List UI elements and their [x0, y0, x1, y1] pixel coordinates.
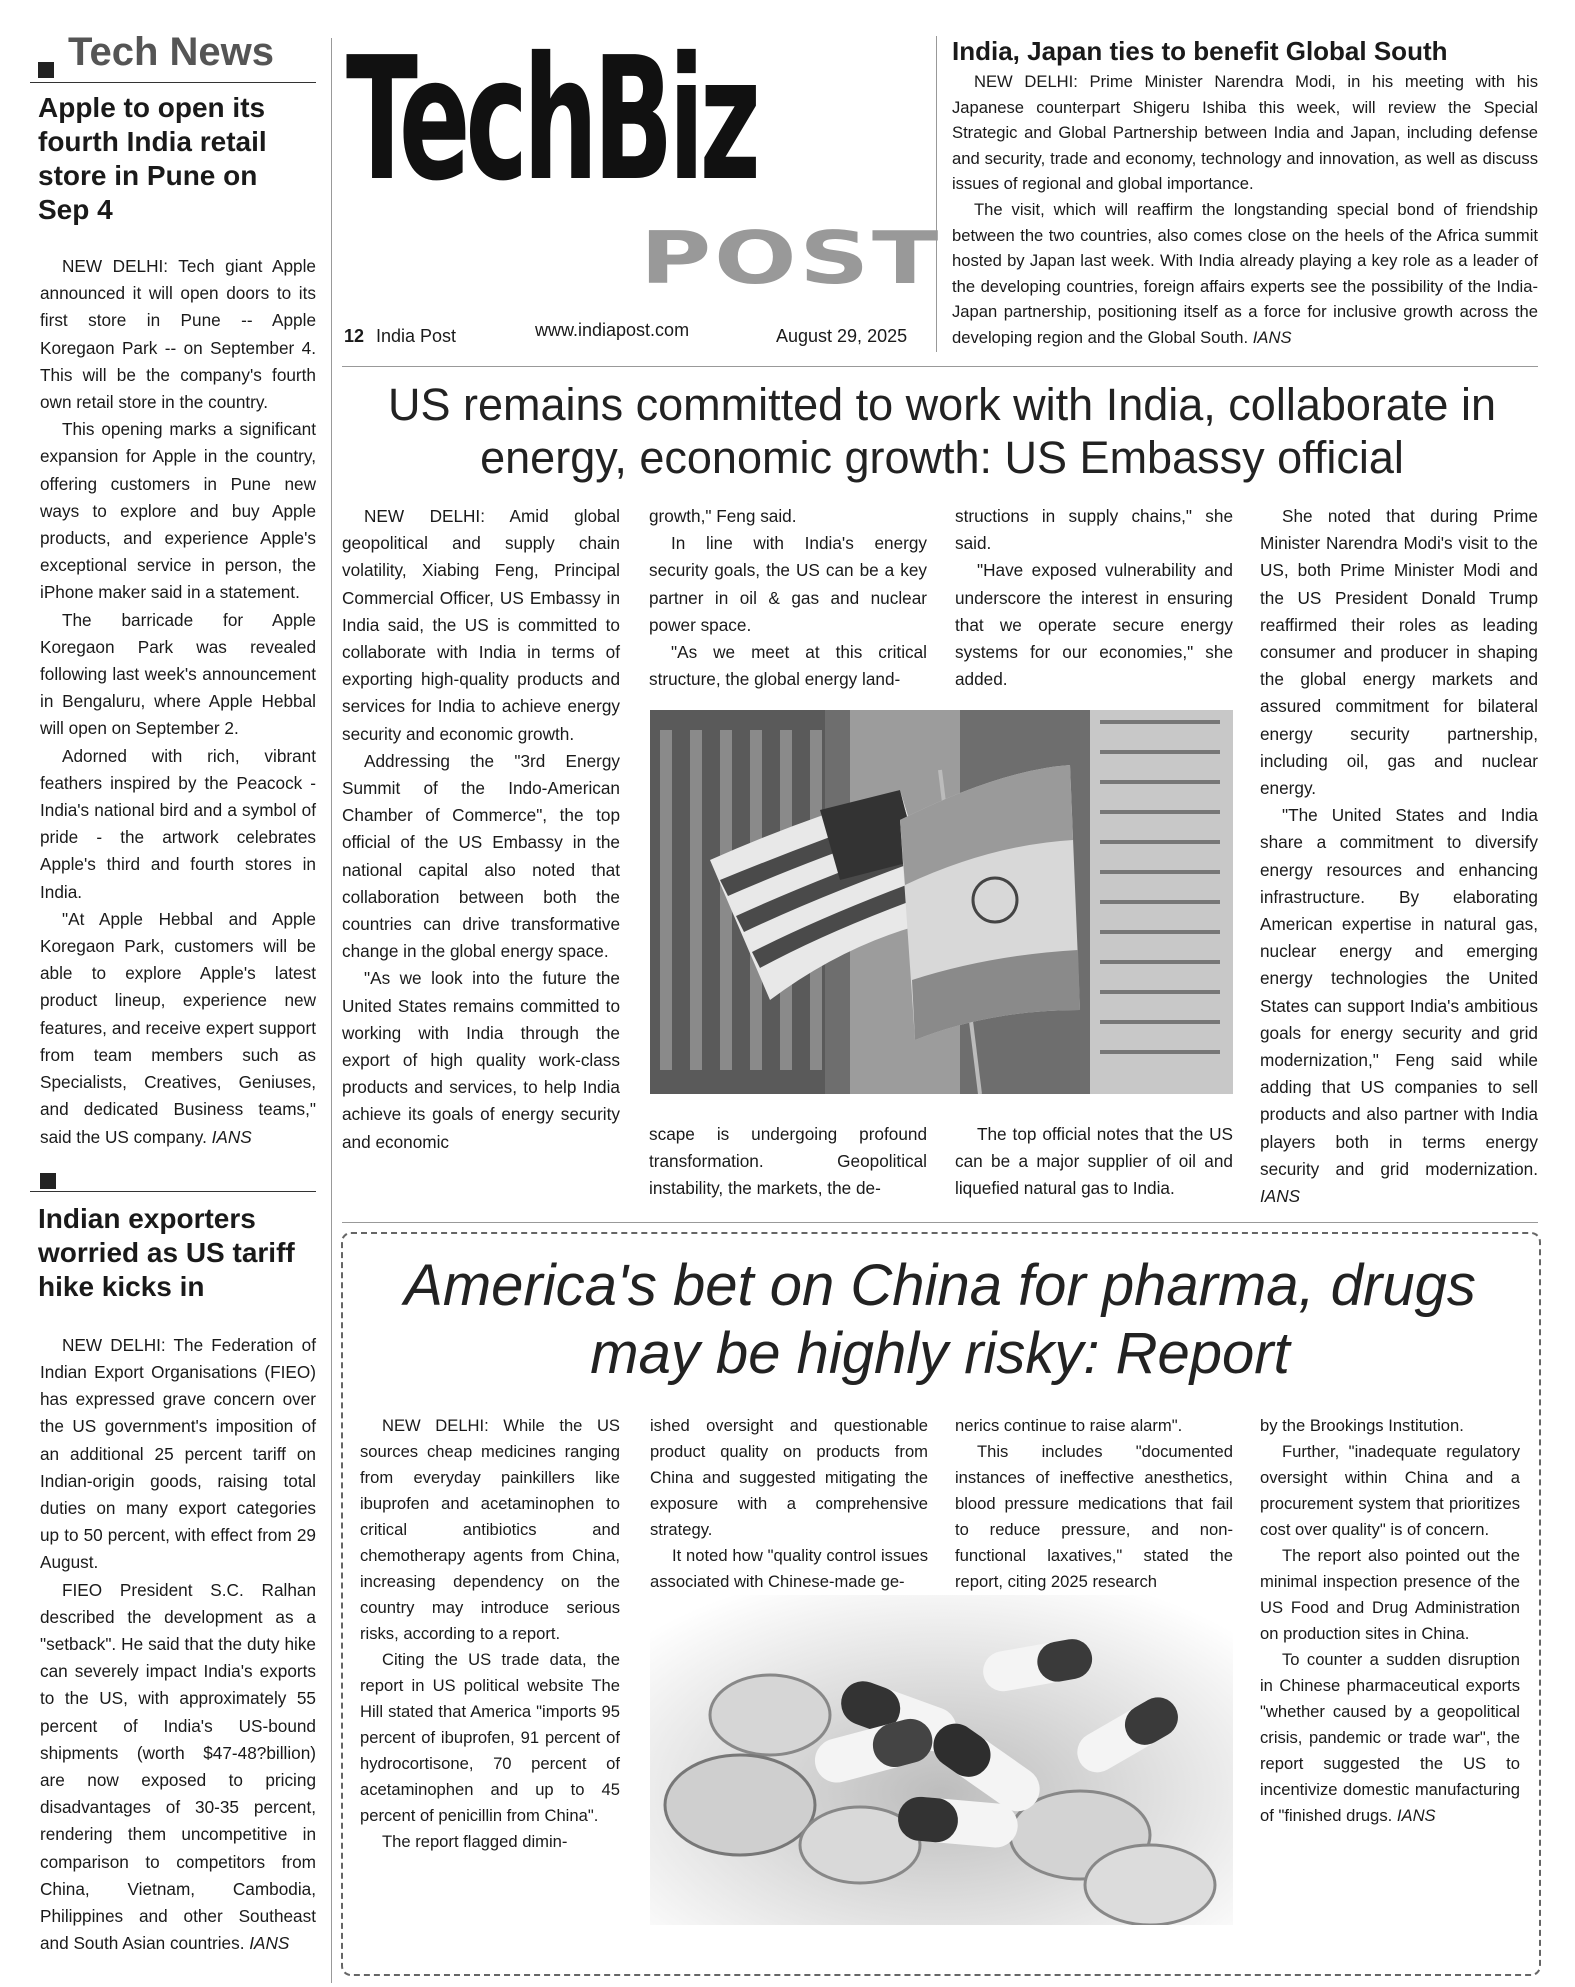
paragraph: nerics continue to raise alarm".: [955, 1416, 1183, 1435]
paragraph: "Have exposed vulnerability and underscore the interest in ensuring that we operate secure energy systems for our economies," she added.: [955, 560, 1233, 690]
section-label: Tech News: [68, 30, 274, 74]
left-column: [30, 30, 316, 1960]
pills-photo: [650, 1595, 1233, 1925]
paragraph: In line with India's energy security goals, the US can be a key partner in oil & gas and nuclear power space.: [649, 533, 927, 635]
paragraph: It noted how "quality control issues associated with Chinese-made ge-: [650, 1546, 928, 1591]
paragraph-text: "The United States and India share a commitment to diversify energy resources and enhancing infrastructure. By elaborating American expertise in natural gas, nuclear energy and emerging energy technologies the United States can support India's ambitious goals for energy security and grid modernization," Feng said while adding that US companies to sell products and also partner with India players both in terms energy security and grid modernization.: [1260, 805, 1538, 1179]
paragraph: Further, "inadequate regulatory oversight within China and a procurement system that prioritizes cost over quality" is of concern.: [1260, 1442, 1520, 1539]
story-column: [1260, 503, 1538, 1210]
section-square-icon: [40, 1173, 56, 1189]
issue-date: August 29, 2025: [776, 326, 908, 346]
publication-name: India Post: [376, 326, 457, 346]
story-headline: Apple to open its fourth India retail store in Pune on Sep 4: [38, 92, 267, 225]
paragraph: She noted that during Prime Minister Narendra Modi's visit to the US, both Prime Minister Modi and the US President Donald Trump reaffirmed their roles as leading consumer and producer in shaping the global energy markets and assured commitment for bilateral energy security partnership, including oil, gas and nuclear energy.: [1260, 506, 1538, 799]
paragraph-text: "At Apple Hebbal and Apple Koregaon Park, customers will be able to explore Apple's latest product lineup, experience new features, and receive expert support from team members such as Specialists, Creatives, Geniuses, and dedicated Business teams," said the US company.: [40, 908, 316, 1147]
paragraph: by the Brookings Institution.: [1260, 1416, 1464, 1435]
paragraph: [40, 906, 316, 1151]
paragraph-text: To counter a sudden disruption in Chinese pharmaceutical exports "whether caused by a geopolitical crisis, pandemic or trade war", the report suggested the US to incentivize domestic manufacturing of "finished drugs.: [1260, 1650, 1520, 1825]
paragraph: structions in supply chains," she said.: [955, 506, 1233, 554]
paragraph: Citing the US trade data, the report in US political website The Hill stated that America "imports 95 percent of ibuprofen, 91 percent of hydrocortisone, 70 percent of acetaminophen and up to 45 percent of penicillin from China".: [360, 1650, 620, 1825]
story-body: [40, 1332, 316, 1958]
paragraph: growth," Feng said.: [649, 506, 797, 526]
paragraph: [952, 197, 1538, 351]
website-link[interactable]: www.indiapost.com: [535, 320, 690, 340]
paragraph: Adorned with rich, vibrant feathers inspired by the Peacock - India's national bird and a symbol of pride - the artwork celebrates Apple's third and fourth stores in India.: [40, 745, 316, 902]
story-column: [360, 1413, 620, 1855]
page-number: 12: [344, 326, 365, 346]
story-column: [955, 503, 1233, 693]
story-body: [40, 253, 316, 1151]
horizontal-rule: [342, 1222, 1538, 1223]
credit: IANS: [1260, 1186, 1301, 1207]
paragraph-text: FIEO President S.C. Ralhan described the development as a "setback". He said that the duty hike can severely impact India's exports to the US, with approximately 55 percent of India's US-bound shipments (worth $47-48?billion) are now exposed to pricing disadvantages of 30-35 percent, rendering them uncompetitive in comparison to competitors from China, Vietnam, Cambodia, Philippines and other Southeast and South Asian countries.: [40, 1579, 316, 1954]
column-rule: [331, 38, 332, 1983]
credit: IANS: [249, 1933, 290, 1954]
story-column: [955, 1413, 1233, 1595]
paragraph: The report also pointed out the minimal inspection presence of the US Food and Drug Administration on production sites in China.: [1260, 1546, 1520, 1643]
story-column: [649, 503, 927, 693]
story-headline: Indian exporters worried as US tariff hike kicks in: [38, 1202, 295, 1302]
paragraph: This opening marks a significant expansion for Apple in the country, offering customers in Pune new ways to explore and buy Apple products, and experience Apple's exceptional service in person, the iPhone maker said in a statement.: [40, 419, 316, 603]
section-header: [30, 30, 316, 83]
paragraph: "As we meet at this critical structure, the global energy land-: [649, 642, 927, 690]
paragraph: ished oversight and questionable product quality on products from China and suggested mitigating the exposure with a comprehensive strategy.: [650, 1416, 928, 1539]
paragraph: [40, 1577, 316, 1958]
paragraph: The report flagged dimin-: [382, 1832, 568, 1851]
paragraph: [1260, 802, 1538, 1210]
column-rule: [936, 36, 937, 352]
pills-photo-svg: [650, 1595, 1233, 1925]
paragraph: NEW DELHI: The Federation of Indian Export Organisations (FIEO) has expressed grave concern over the US government's imposition of an additional 25 percent tariff on Indian-origin goods, raising total duties on many export categories up to 50 percent, with effect from 29 August.: [40, 1334, 316, 1573]
section-divider: [30, 1165, 316, 1192]
paragraph: The barricade for Apple Koregaon Park was revealed following last week's announcement in Bengaluru, where Apple Hebbal will open on September 2.: [40, 609, 316, 739]
paragraph: Addressing the "3rd Energy Summit of the Indo-American Chamber of Commerce", the top official of the US Embassy in the national capital also noted that collaboration between both the countries can drive transformative change in the global energy space.: [342, 750, 620, 962]
story-column: [650, 1413, 928, 1595]
masthead-subtitle: POST: [640, 216, 941, 300]
story-column: [342, 503, 620, 1156]
paragraph: NEW DELHI: Amid global geopolitical and supply chain volatility, Xiabing Feng, Principal Commercial Officer, US Embassy in India said, the US is committed to collaborate with India in terms of exporting high-quality products and services for India to achieve energy security and economic growth.: [342, 506, 620, 744]
paragraph: This includes "documented instances of ineffective anesthetics, blood pressure medications that fail to reduce pressure, and non-functional laxatives," stated the report, citing 2025 research: [955, 1442, 1233, 1591]
story-headline: America's bet on China for pharma, drugs may be highly risky: Report: [404, 1253, 1476, 1386]
credit: IANS: [211, 1126, 252, 1147]
paragraph: "As we look into the future the United States remains committed to working with India through the export of high quality work-class products and services, to help India achieve its goals of energy security and economic: [342, 968, 620, 1152]
story-column: [955, 1121, 1233, 1203]
paragraph: NEW DELHI: While the US sources cheap medicines ranging from everyday painkillers like ibuprofen and acetaminophen to critical antibiotics and chemotherapy agents from China, increasing dependency on the country may introduce serious risks, according to a report.: [360, 1416, 620, 1643]
paragraph: [1260, 1647, 1520, 1829]
paragraph: scape is undergoing profound transformation. Geopolitical instability, the markets, the de-: [649, 1124, 927, 1199]
story-headline: India, Japan ties to benefit Global South: [952, 36, 1448, 66]
story-column: [1260, 1413, 1520, 1829]
credit: IANS: [1396, 1806, 1436, 1825]
story-headline: US remains committed to work with India, collaborate in energy, economic growth: US Embassy official: [388, 379, 1496, 483]
paragraph: NEW DELHI: Prime Minister Narendra Modi, in his meeting with his Japanese counterpart Shigeru Ishiba this week, will review the Special Strategic and Global Partnership between India and Japan, including defense and security, trade and economy, technology and innovation, as well as discuss issues of regional and global importance.: [952, 72, 1538, 194]
horizontal-rule: [342, 366, 1538, 367]
paragraph: NEW DELHI: Tech giant Apple announced it will open doors to its first store in Pune -- Apple Koregaon Park -- on September 4. This will be the company's fourth own retail store in the country.: [40, 256, 316, 413]
credit: IANS: [1252, 327, 1292, 347]
story-column: [649, 1121, 927, 1203]
masthead: [340, 21, 941, 358]
flags-photo: [650, 710, 1233, 1094]
masthead-title: TechBiz: [346, 21, 756, 219]
story-body: [952, 69, 1538, 351]
paragraph: The top official notes that the US can be a major supplier of oil and liquefied natural gas to India.: [955, 1124, 1233, 1199]
top-right-story: [952, 35, 1538, 351]
flags-photo-svg: [650, 710, 1233, 1094]
section-square-icon: [38, 62, 54, 78]
paragraph-text: The visit, which will reaffirm the longstanding special bond of friendship between the two countries, also comes close on the heels of the Africa summit hosted by Japan last week. With India already playing a key role as a leader of the developing countries, foreign affairs experts see the possibility of the India-Japan partnership, positioning itself as a force for inclusive growth across the developing region and the Global South.: [952, 199, 1538, 347]
